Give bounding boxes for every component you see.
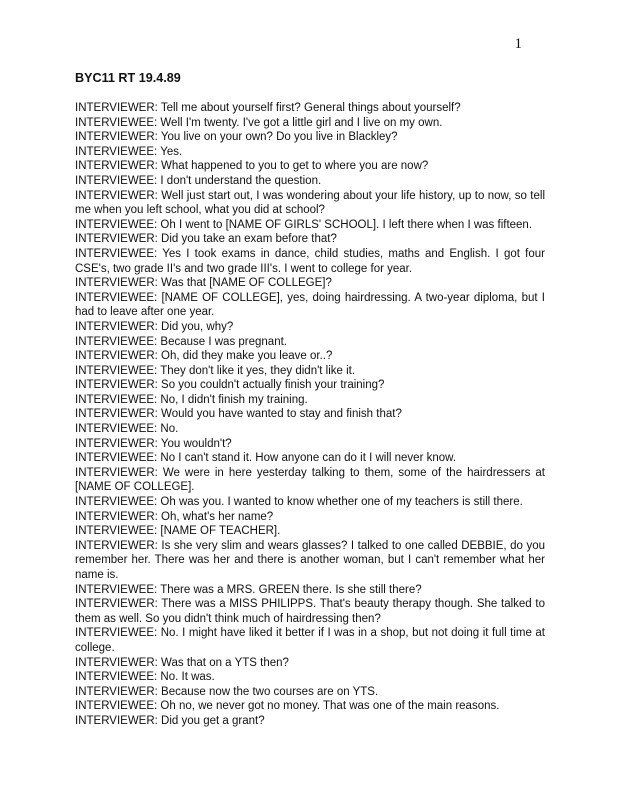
transcript-line: INTERVIEWEE: No. It was. — [75, 671, 215, 684]
transcript-line: INTERVIEWEE: [NAME OF TEACHER]. — [75, 525, 281, 538]
transcript-line: INTERVIEWEE: No. — [75, 423, 179, 436]
page-number: 1 — [514, 36, 522, 52]
transcript-line: INTERVIEWER: Oh, did they make you leave or..? — [75, 350, 333, 363]
transcript-line: INTERVIEWER: We were in here yesterday talking to them, some of the hairdressers at [NAME OF COLLEGE]. — [75, 466, 545, 494]
transcript-line: INTERVIEWER: Because now the two courses are on YTS. — [75, 685, 379, 698]
transcript-line: INTERVIEWER: Was that on a YTS then? — [75, 656, 289, 669]
transcript-line: INTERVIEWER: Did you take an exam before that? — [75, 233, 337, 246]
transcript-line: INTERVIEWER: What happened to you to get to where you are now? — [75, 160, 429, 173]
transcript-line: INTERVIEWEE: No, I didn't finish my training. — [75, 393, 308, 406]
transcript-line: INTERVIEWER: Did you get a grant? — [75, 714, 265, 727]
transcript-line: INTERVIEWER: Oh, what's her name? — [75, 510, 274, 523]
transcript-line: INTERVIEWEE: They don't like it yes, they didn't like it. — [75, 364, 356, 377]
transcript-line: INTERVIEWEE: Because I was pregnant. — [75, 335, 287, 348]
transcript-line: INTERVIEWER: There was a MISS PHILIPPS. That's beauty therapy though. She talked to them as well. So you didn't think much of hairdressing then? — [75, 598, 545, 625]
transcript-line: INTERVIEWEE: Oh I went to [NAME OF GIRLS' SCHOOL]. I left there when I was fifteen. — [75, 218, 533, 231]
transcript-line: INTERVIEWEE: Oh was you. I wanted to know whether one of my teachers is still there. — [75, 496, 523, 509]
document-title: BYC11 RT 19.4.89 — [75, 71, 181, 85]
transcript-line: INTERVIEWER: Is she very slim and wears glasses? I talked to one called DEBBIE, do you remember her. There was her and there is another woman, but I can't remember what her name is. — [75, 539, 545, 581]
transcript-line: INTERVIEWEE: There was a MRS. GREEN there. Is she still there? — [75, 583, 422, 596]
transcript-line: INTERVIEWER: Well just start out, I was wondering about your life history, up to now, so tell me when you left school, what you did at school? — [75, 189, 545, 217]
transcript-line: INTERVIEWEE: Well I'm twenty. I've got a little girl and I live on my own. — [75, 116, 443, 129]
transcript — [75, 101, 545, 729]
transcript-line: INTERVIEWER: Tell me about yourself first? General things about yourself? — [75, 102, 461, 114]
transcript-line: INTERVIEWEE: I don't understand the question. — [75, 174, 322, 187]
transcript-line: INTERVIEWER: Did you, why? — [75, 320, 234, 333]
transcript-line: INTERVIEWER: You live on your own? Do you live in Blackley? — [75, 131, 398, 144]
transcript-line: INTERVIEWER: So you couldn't actually finish your training? — [75, 379, 385, 392]
transcript-line: INTERVIEWEE: Yes. — [75, 145, 183, 158]
transcript-line: INTERVIEWER: Would you have wanted to stay and finish that? — [75, 408, 402, 421]
transcript-line: INTERVIEWEE: No I can't stand it. How anyone can do it I will never know. — [75, 452, 457, 465]
transcript-line: INTERVIEWEE: [NAME OF COLLEGE], yes, doing hairdressing. A two-year diploma, but I had to leave after one year. — [75, 291, 545, 319]
transcript-line: INTERVIEWEE: Yes I took exams in dance, child studies, maths and English. I got four CSE's, two grade II's and two grade III's. I went to college for year. — [75, 247, 545, 275]
transcript-line: INTERVIEWEE: Oh no, we never got no money. That was one of the main reasons. — [75, 700, 500, 713]
transcript-line: INTERVIEWER: You wouldn't? — [75, 437, 232, 450]
transcript-line: INTERVIEWER: Was that [NAME OF COLLEGE]? — [75, 277, 332, 290]
transcript-line: INTERVIEWEE: No. I might have liked it better if I was in a shop, but not doing it full time at college. — [75, 627, 545, 654]
